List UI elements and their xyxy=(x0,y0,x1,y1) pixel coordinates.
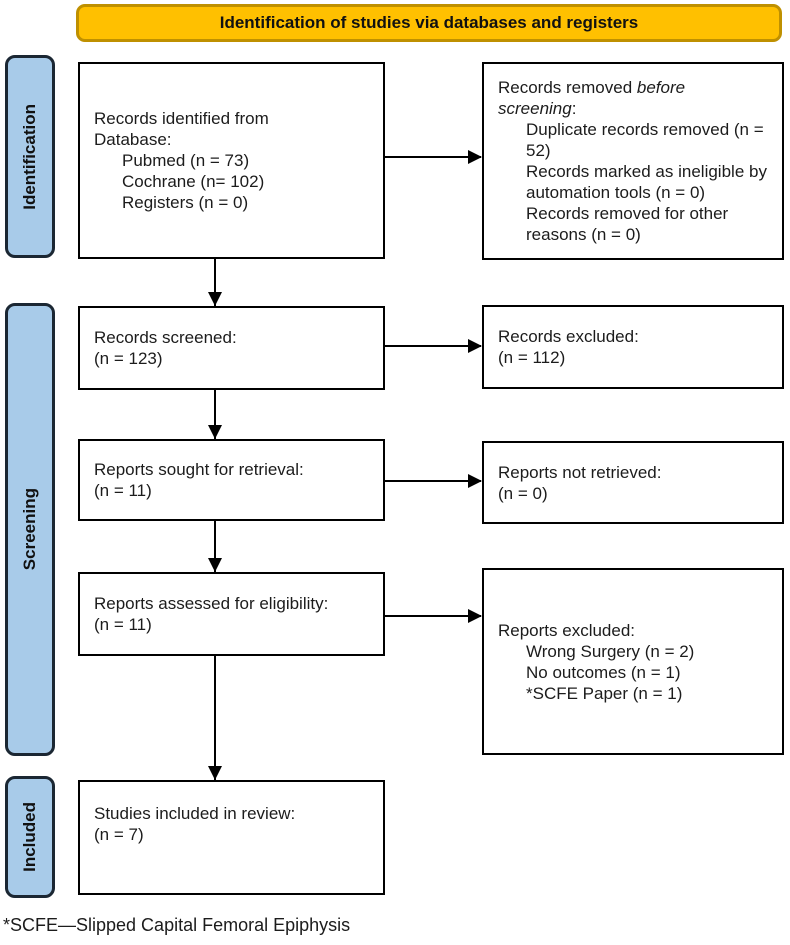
identified-item-pubmed: Pubmed (n = 73) xyxy=(122,151,250,170)
box-records-removed-intro xyxy=(498,77,716,119)
removed-intro-prefix: Records removed xyxy=(498,78,637,97)
removed-intro-italic: before screening xyxy=(498,78,686,118)
box-reports-sought xyxy=(78,439,385,521)
records-screened-label: Records screened: xyxy=(94,328,237,347)
stage-label-screening xyxy=(5,303,55,756)
arrow-identified-to-removed xyxy=(385,156,481,158)
box-records-identified xyxy=(78,62,385,259)
stage-label-included xyxy=(5,776,55,898)
stage-label-screening-text: Screening xyxy=(20,488,39,571)
reports-sought-count: (n = 11) xyxy=(94,481,152,500)
box-reports-excluded xyxy=(482,568,784,755)
studies-included-label: Studies included in review: xyxy=(94,804,296,823)
stage-label-identification xyxy=(5,55,55,258)
arrow-sought-to-not-retrieved xyxy=(385,480,481,482)
scfe-footnote: *SCFE—Slipped Capital Femoral Epiphysis xyxy=(3,915,351,935)
arrow-screened-to-excluded xyxy=(385,345,481,347)
box-reports-not-retrieved xyxy=(482,441,784,524)
box-records-identified-intro: Records identified from Database: xyxy=(94,109,269,149)
records-screened-count: (n = 123) xyxy=(94,349,163,368)
box-records-removed-before-screening xyxy=(482,62,784,260)
arrow-identified-to-screened xyxy=(214,259,216,306)
records-excluded-label: Records excluded: xyxy=(498,327,639,346)
reports-assessed-label: Reports assessed for eligibility: xyxy=(94,594,329,613)
reports-not-retrieved-label: Reports not retrieved: xyxy=(498,462,662,482)
reports-sought-label: Reports sought for retrieval: xyxy=(94,460,304,479)
identified-item-cochrane: Cochrane (n= 102) xyxy=(122,172,265,191)
removed-intro-suffix: : xyxy=(571,99,577,118)
reports-excluded-item-wrong-surgery: Wrong Surgery (n = 2) xyxy=(526,641,695,661)
stage-label-included-text: Included xyxy=(20,802,39,872)
box-studies-included xyxy=(78,780,385,895)
arrow-assessed-to-reports-excluded xyxy=(385,615,481,617)
stage-label-identification-text: Identification xyxy=(20,103,39,210)
removed-item-duplicates: Duplicate records removed (n = 52) xyxy=(526,120,764,160)
arrow-screened-to-sought xyxy=(214,390,216,439)
arrow-assessed-to-included xyxy=(214,656,216,780)
reports-excluded-item-scfe-paper: *SCFE Paper (n = 1) xyxy=(526,683,683,703)
removed-item-other: Records removed for other reasons (n = 0) xyxy=(526,204,729,244)
banner-title-text: Identification of studies via databases and registers xyxy=(219,13,639,32)
box-records-screened xyxy=(78,306,385,390)
reports-excluded-intro: Reports excluded: xyxy=(498,620,636,640)
studies-included-count: (n = 7) xyxy=(94,825,144,844)
reports-excluded-item-no-outcomes: No outcomes (n = 1) xyxy=(526,662,681,682)
records-excluded-count: (n = 112) xyxy=(498,348,566,367)
identified-item-registers: Registers (n = 0) xyxy=(122,193,249,212)
arrow-sought-to-assessed xyxy=(214,521,216,572)
box-reports-assessed xyxy=(78,572,385,656)
reports-assessed-count: (n = 11) xyxy=(94,615,152,634)
banner-title xyxy=(76,4,782,42)
removed-item-automation: Records marked as ineligible by automation tools (n = 0) xyxy=(526,162,767,202)
reports-not-retrieved-count: (n = 0) xyxy=(498,483,548,503)
box-records-excluded xyxy=(482,305,784,389)
